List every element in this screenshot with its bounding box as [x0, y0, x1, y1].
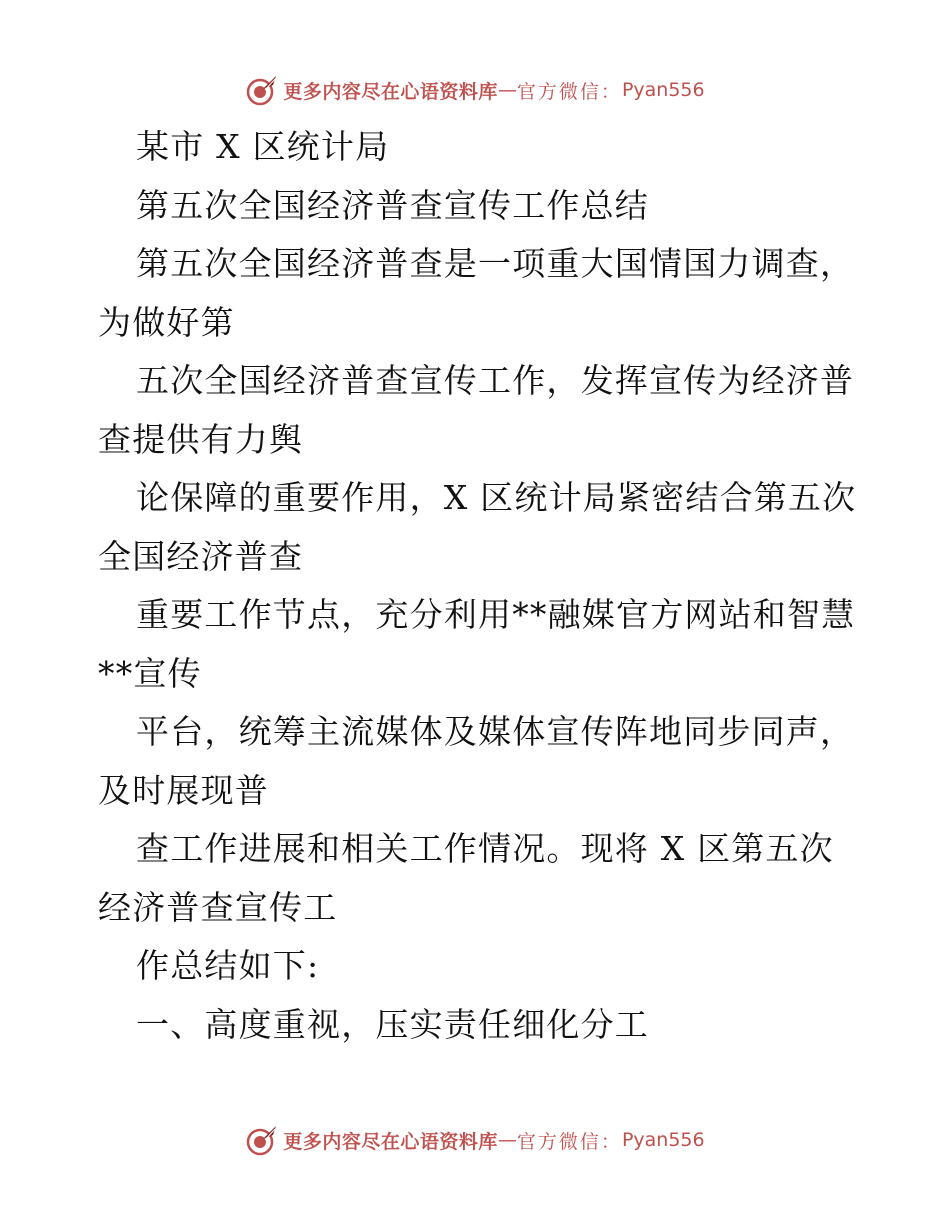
watermark-sub-text: 官方微信： [516, 1130, 622, 1153]
org-name: 某市 X 区统计局 [136, 127, 390, 166]
watermark-wechat-id: Pyan556 [621, 79, 705, 101]
paragraph: 论保障的重要作用，X 区统计局紧密结合第五次全国经济普查 [98, 478, 857, 576]
section-heading: 一、高度重视，压实责任细化分工 [136, 1004, 649, 1044]
watermark-main-text: 更多内容尽在心语资料库 [283, 80, 498, 103]
paragraph: 重要工作节点，充分利用**融媒官方网站和智慧**宣传 [98, 595, 856, 693]
watermark-main-text: 更多内容尽在心语资料库 [283, 1130, 498, 1153]
paragraph: 五次全国经济普查宣传工作，发挥宣传为经济普查提供有力舆 [98, 361, 855, 459]
document-body [98, 118, 858, 1054]
quill-logo-icon [245, 1123, 279, 1157]
paragraph: 查工作进展和相关工作情况。现将 X 区第五次经济普查宣传工 [98, 829, 834, 927]
footer-watermark [0, 1120, 950, 1160]
watermark-sub-text: 官方微信： [516, 80, 622, 103]
watermark-separator: — [497, 79, 517, 101]
paragraph: 第五次全国经济普查是一项重大国情国力调查，为做好第 [98, 244, 855, 342]
paragraph: 作总结如下: [136, 946, 320, 985]
watermark-wechat-id: Pyan556 [621, 1129, 705, 1151]
document-title: 第五次全国经济普查宣传工作总结 [136, 185, 649, 225]
paragraph: 平台，统筹主流媒体及媒体宣传阵地同步同声，及时展现普 [98, 712, 855, 810]
quill-logo-icon [245, 73, 279, 107]
watermark-separator: — [497, 1129, 517, 1151]
header-watermark [0, 70, 950, 110]
